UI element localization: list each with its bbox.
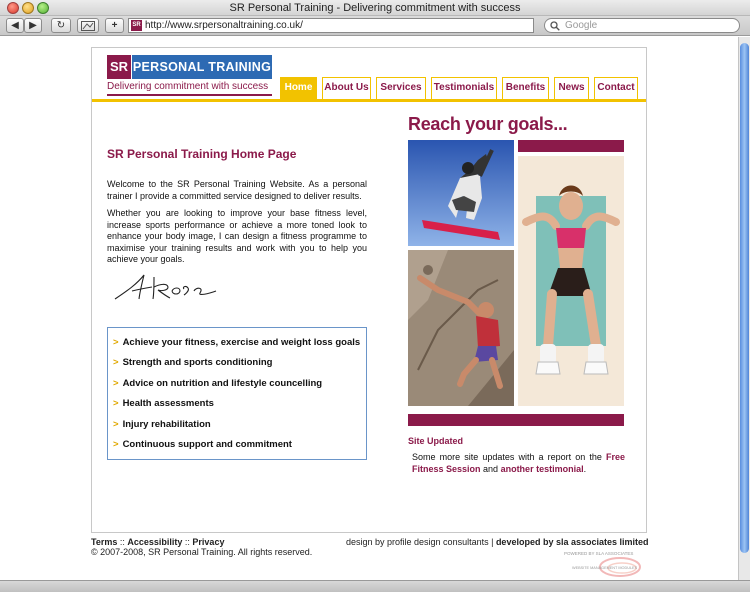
snapback-icon [81,21,95,31]
signature-image [112,269,222,307]
vertical-scrollbar[interactable] [738,37,750,580]
logo-sr-mark: SR [107,55,131,79]
intro-paragraph: Whether you are looking to improve your base fitness level, increase sports performance or achieve a more toned look to enhance your body image, I can design a fitness programme to maximise your training results and work with you to help you achieve your goals. [107,208,367,264]
privacy-link[interactable]: Privacy [192,537,225,547]
snowboarder-photo [408,140,514,246]
free-fitness-session-link[interactable]: Free Fitness Session [412,452,625,474]
accessibility-link[interactable]: Accessibility [127,537,183,547]
nav-testimonials[interactable]: Testimonials [431,77,497,99]
logo-underline [107,94,272,96]
address-bar[interactable] [128,18,534,33]
footer-credits [346,537,649,547]
terms-link[interactable]: Terms [91,537,118,547]
nav-news[interactable]: News [554,77,589,99]
chevron-right-icon: > [113,378,119,389]
chevron-right-icon: > [113,337,119,348]
chevron-right-icon: > [113,419,119,430]
services-list [107,327,367,460]
reach-goals-heading: Reach your goals... [408,114,568,134]
list-item: > Achieve your fitness, exercise and weight loss goals [113,337,361,348]
nav-about-us[interactable]: About Us [322,77,371,99]
site-logo[interactable] [107,55,272,93]
developer-credit-link[interactable]: developed by sla associates limited [495,537,649,547]
scrollbar-thumb[interactable] [740,43,749,553]
update-text: and [480,463,501,474]
nav-underline [92,99,646,102]
page-viewport [0,37,738,580]
nav-contact[interactable]: Contact [594,77,638,99]
powered-by-logo[interactable] [562,548,644,578]
bottom-accent-bar [408,414,624,426]
top-accent-bar [518,140,624,152]
chevron-right-icon: > [113,398,119,409]
reload-button[interactable]: ↻ [51,18,71,33]
design-credit-link[interactable]: design by profile design consultants | [346,537,496,547]
page-title: SR Personal Training Home Page [107,147,297,161]
list-item: > Advice on nutrition and lifestyle councelling [113,378,323,389]
window-title: SR Personal Training - Delivering commitment with success [229,2,521,14]
list-item: > Strength and sports conditioning [113,357,273,368]
forward-button[interactable]: ▶ [24,18,42,33]
back-button[interactable]: ◀ [6,18,24,33]
powered-line-1: POWERED BY SLA ASSOCIATES [564,551,634,556]
list-item: > Injury rehabilitation [113,419,211,430]
intro-paragraph: Welcome to the SR Personal Training Website. As a personal trainer I provide a committed service designed to deliver results. [107,179,367,201]
window-titlebar [0,0,750,16]
status-bar [0,580,750,592]
snapback-button[interactable] [77,18,99,33]
browser-toolbar [0,16,750,36]
nav-benefits[interactable]: Benefits [502,77,549,99]
list-item: > Health assessments [113,398,214,409]
nav-home[interactable]: Home [280,77,317,99]
situp-woman-photo [518,156,624,406]
intro-text [107,179,367,272]
close-window-button[interactable] [7,2,19,14]
page-container [91,47,647,533]
another-testimonial-link[interactable]: another testimonial [500,463,584,474]
zoom-window-button[interactable] [37,2,49,14]
site-updated-title: Site Updated [408,436,464,446]
logo-tagline: Delivering commitment with success [107,81,269,92]
minimize-window-button[interactable] [22,2,34,14]
logo-wordmark: PERSONAL TRAINING [132,55,272,79]
update-text: Some more site updates with a report on the [412,452,606,462]
site-favicon: SR [131,20,142,31]
address-url: http://www.srpersonaltraining.co.uk/ [145,20,303,31]
footer-links: Terms :: Accessibility :: Privacy © 2007-2008, SR Personal Training. All rights reserved. [91,537,313,557]
climber-photo [408,250,514,406]
list-item: > Continuous support and commitment [113,439,292,450]
search-icon [550,21,560,31]
site-updated-text [412,452,625,475]
copyright-text: © 2007-2008, SR Personal Training. All rights reserved. [91,547,313,557]
add-bookmark-button[interactable]: + [105,18,124,33]
search-field[interactable] [544,18,740,33]
chevron-right-icon: > [113,439,119,450]
search-placeholder: Google [565,20,598,31]
powered-line-2: WEBSITE MANAGEMENT MODULES [572,566,638,570]
chevron-right-icon: > [113,357,119,368]
nav-services[interactable]: Services [376,77,426,99]
update-text: . [583,463,587,474]
